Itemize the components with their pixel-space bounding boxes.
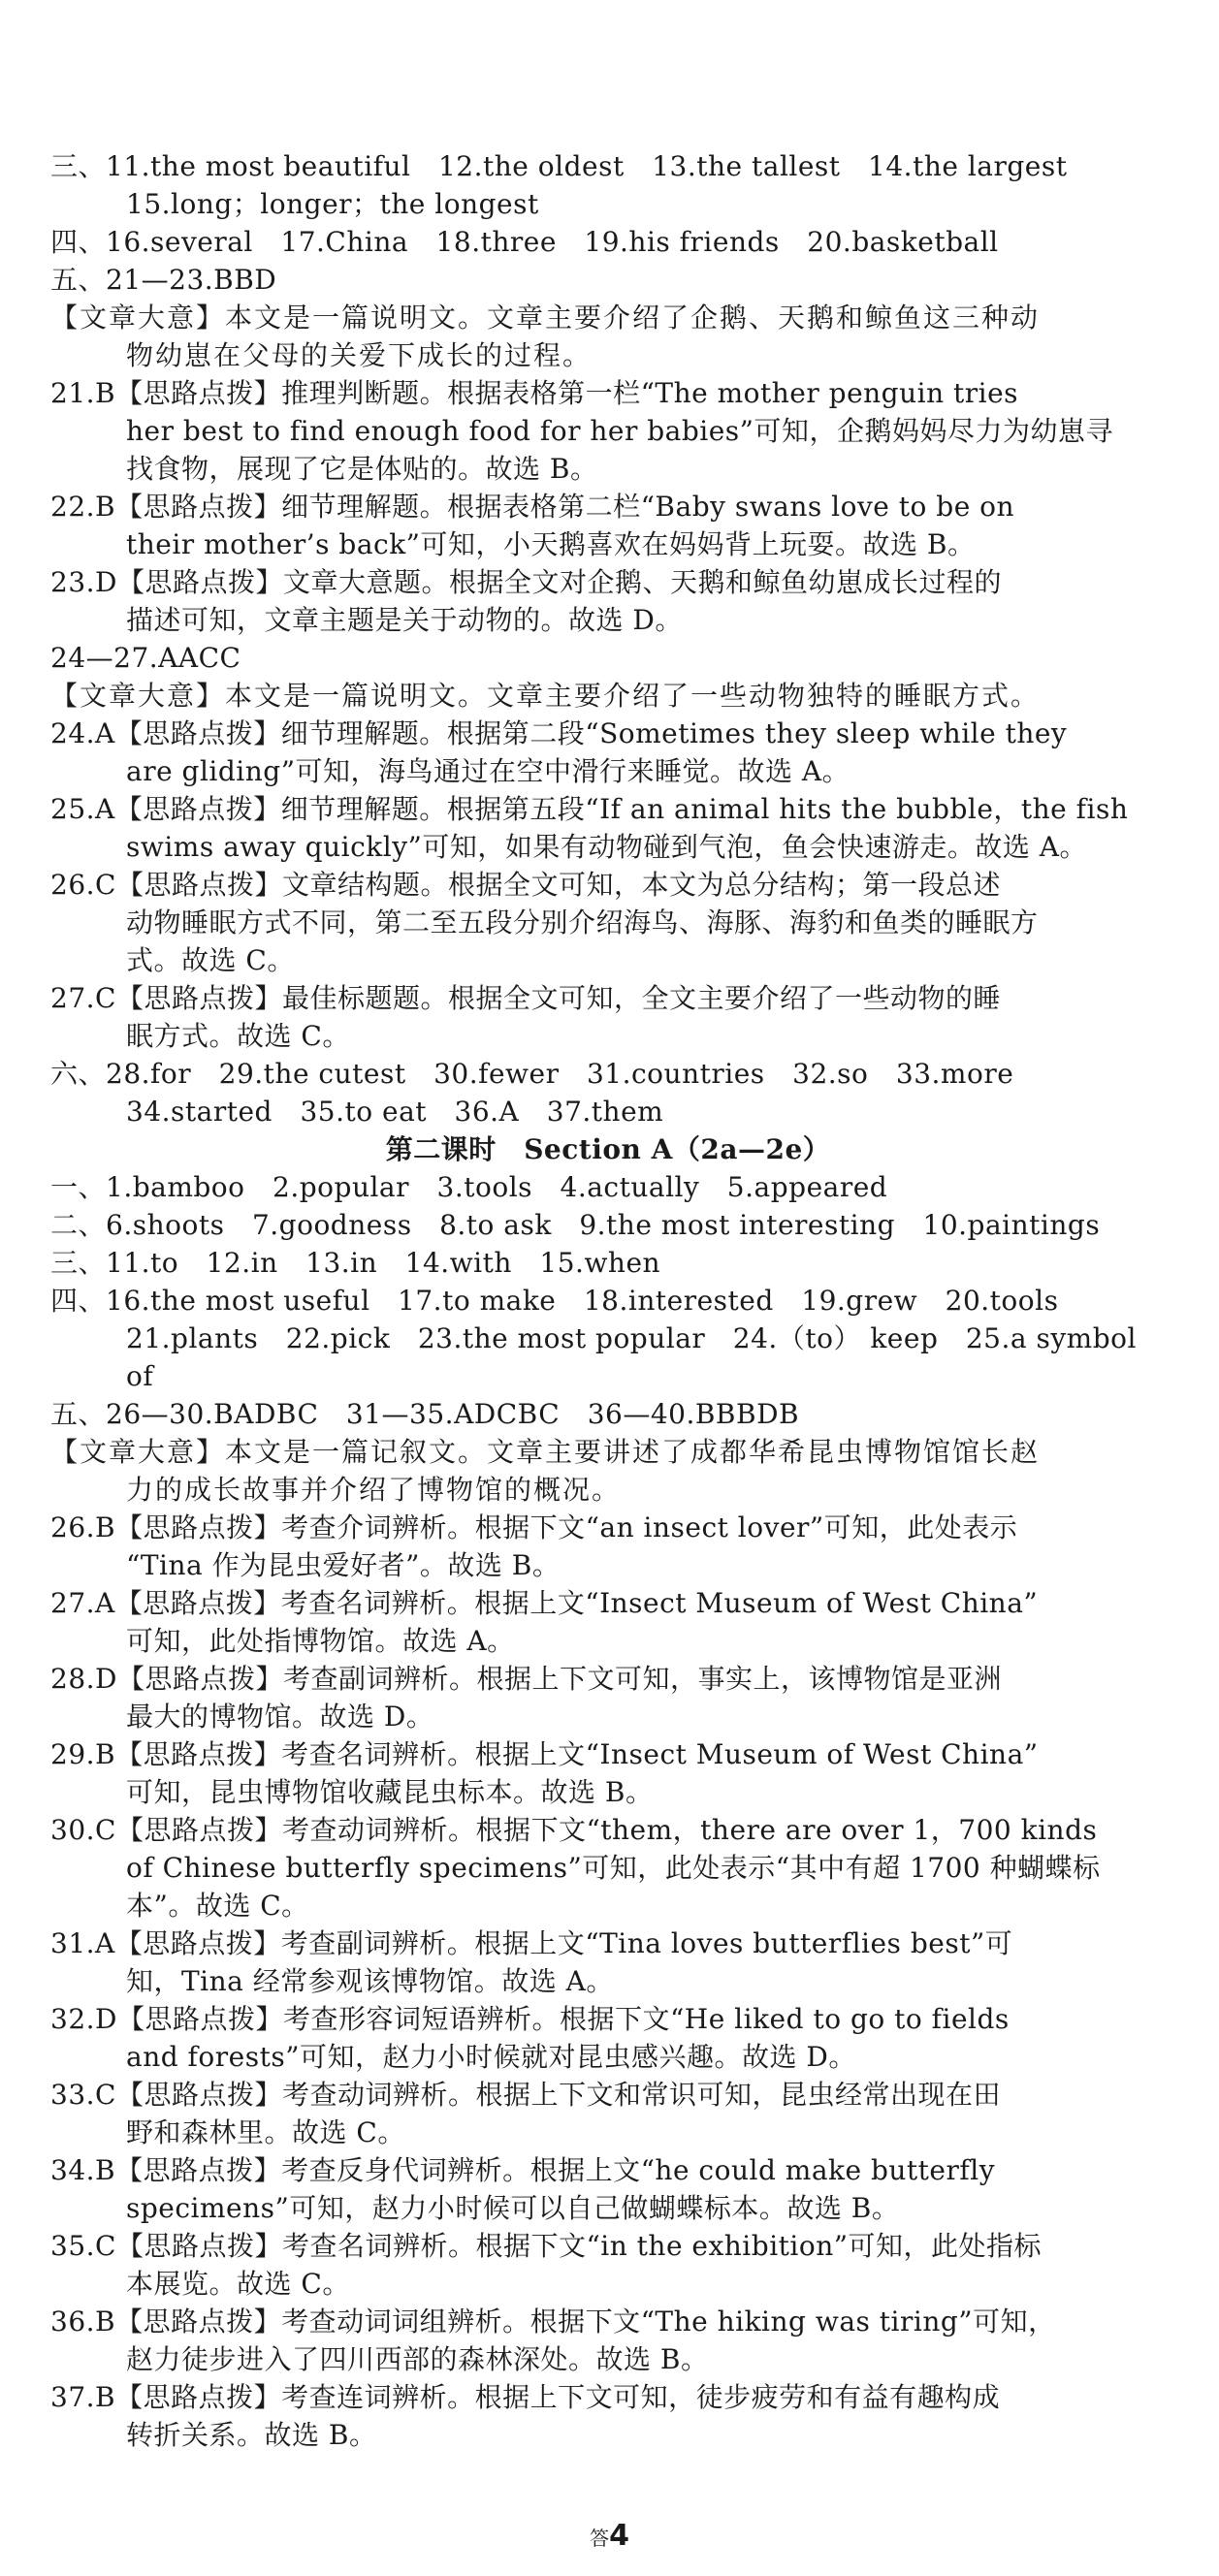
explanation-line: 23.D【思路点拨】文章大意题。根据全文对企鹅、天鹅和鲸鱼幼崽成长过程的 xyxy=(50,566,1002,598)
explanation-line: 34.B【思路点拨】考查反身代词辨析。根据上文“he could make butterfly xyxy=(50,2154,996,2186)
explanation-line: and forests”可知，赵力小时候就对昆虫感兴趣。故选 D。 xyxy=(126,2041,856,2073)
answer-line: 四、16.several 17.China 18.three 19.his friends 20.basketball xyxy=(50,226,999,258)
answer-line: 34.started 35.to eat 36.A 37.them xyxy=(126,1096,664,1128)
explanation-line: 28.D【思路点拨】考查副词辨析。根据上下文可知，事实上，该博物馆是亚洲 xyxy=(50,1663,1002,1695)
answer-line: 二、6.shoots 7.goodness 8.to ask 9.the most interesting 10.paintings xyxy=(50,1209,1101,1241)
explanation-line: 转折关系。故选 B。 xyxy=(126,2419,377,2451)
summary-line: 【文章大意】本文是一篇说明文。文章主要介绍了一些动物独特的睡眠方式。 xyxy=(50,680,1041,712)
explanation-line: 30.C【思路点拨】考查动词辨析。根据下文“them，there are over 1，700 kinds xyxy=(50,1814,1098,1846)
explanation-line: 野和森林里。故选 C。 xyxy=(126,2116,405,2148)
answer-line: 五、26—30.BADBC 31—35.ADCBC 36—40.BBBDB xyxy=(50,1398,800,1430)
explanation-line: their mother’s back”可知，小天鹅喜欢在妈妈背上玩耍。故选 B。 xyxy=(126,528,976,560)
explanation-line: 33.C【思路点拨】考查动词辨析。根据上下文和常识可知，昆虫经常出现在田 xyxy=(50,2079,1001,2111)
explanation-line: 知，Tina 经常参观该博物馆。故选 A。 xyxy=(126,1965,614,1997)
answer-line: 三、11.the most beautiful 12.the oldest 13.the tallest 14.the largest xyxy=(50,150,1068,182)
answer-line: 一、1.bamboo 2.popular 3.tools 4.actually 5.appeared xyxy=(50,1171,888,1203)
explanation-line: her best to find enough food for her babies”可知，企鹅妈妈尽力为幼崽寻 xyxy=(126,415,1113,447)
explanation-line: 35.C【思路点拨】考查名词辨析。根据下文“in the exhibition”可知，此处指标 xyxy=(50,2230,1043,2262)
explanation-line: 21.B【思路点拨】推理判断题。根据表格第一栏“The mother penguin tries xyxy=(50,377,1019,409)
answer-line: 15.long；longer；the longest xyxy=(126,188,539,220)
explanation-line: 27.C【思路点拨】最佳标题题。根据全文可知，全文主要介绍了一些动物的睡 xyxy=(50,982,1001,1014)
explanation-line: 赵力徒步进入了四川西部的森林深处。故选 B。 xyxy=(126,2343,709,2375)
answer-key-page xyxy=(50,147,1166,2454)
explanation-line: specimens”可知，赵力小时候可以自己做蝴蝶标本。故选 B。 xyxy=(126,2192,900,2224)
explanation-line: 可知，此处指博物馆。故选 A。 xyxy=(126,1625,515,1657)
explanation-line: 可知，昆虫博物馆收藏昆虫标本。故选 B。 xyxy=(126,1776,654,1808)
explanation-line: 找食物，展现了它是体贴的。故选 B。 xyxy=(126,453,598,485)
page-number: 4 xyxy=(609,2519,629,2553)
explanation-line: 32.D【思路点拨】考查形容词短语辨析。根据下文“He liked to go to fields xyxy=(50,2003,1010,2035)
explanation-line: 26.B【思路点拨】考查介词辨析。根据下文“an insect lover”可知，此处表示 xyxy=(50,1511,1018,1543)
footer-prefix: 答 xyxy=(590,2527,610,2550)
explanation-line: are gliding”可知，海鸟通过在空中滑行来睡觉。故选 A。 xyxy=(126,755,850,787)
explanation-line: 31.A【思路点拨】考查副词辨析。根据上文“Tina loves butterflies best”可 xyxy=(50,1927,1013,1959)
explanation-line: 26.C【思路点拨】文章结构题。根据全文可知，本文为总分结构；第一段总述 xyxy=(50,869,1001,901)
explanation-line: 眠方式。故选 C。 xyxy=(126,1020,350,1052)
answer-line: 三、11.to 12.in 13.in 14.with 15.when xyxy=(50,1247,661,1279)
page-footer xyxy=(0,2519,1219,2553)
explanation-line: of Chinese butterfly specimens”可知，此处表示“其中有超 1700 种蝴蝶标 xyxy=(126,1852,1101,1884)
explanation-line: swims away quickly”可知，如果有动物碰到气泡，鱼会快速游走。故选 A。 xyxy=(126,831,1087,863)
explanation-line: 本展览。故选 C。 xyxy=(126,2268,350,2300)
explanation-line: 本”。故选 C。 xyxy=(126,1890,309,1922)
summary-line: 【文章大意】本文是一篇记叙文。文章主要讲述了成都华希昆虫博物馆馆长赵 xyxy=(50,1436,1041,1468)
answer-line: 21.plants 22.pick 23.the most popular 24.（to） keep 25.a symbol of xyxy=(126,1322,1146,1392)
explanation-line: 最大的博物馆。故选 D。 xyxy=(126,1701,434,1733)
explanation-line: “Tina 作为昆虫爱好者”。故选 B。 xyxy=(126,1549,561,1581)
answer-line: 四、16.the most useful 17.to make 18.interested 19.grew 20.tools xyxy=(50,1285,1059,1317)
answer-line: 五、21—23.BBD xyxy=(50,264,277,296)
answer-line: 24—27.AACC xyxy=(50,642,241,674)
explanation-line: 36.B【思路点拨】考查动词词组辨析。根据下文“The hiking was tiring”可知， xyxy=(50,2306,1056,2337)
explanation-line: 25.A【思路点拨】细节理解题。根据第五段“If an animal hits the bubble，the fish xyxy=(50,793,1129,825)
explanation-line: 29.B【思路点拨】考查名词辨析。根据上文“Insect Museum of West China” xyxy=(50,1738,1039,1770)
explanation-line: 22.B【思路点拨】细节理解题。根据表格第二栏“Baby swans love to be on xyxy=(50,491,1015,523)
explanation-line: 动物睡眠方式不同，第二至五段分别介绍海鸟、海豚、海豹和鱼类的睡眠方 xyxy=(126,906,1039,938)
explanation-line: 37.B【思路点拨】考查连词辨析。根据上下文可知，徒步疲劳和有益有趣构成 xyxy=(50,2381,1001,2413)
explanation-line: 24.A【思路点拨】细节理解题。根据第二段“Sometimes they sleep while they xyxy=(50,717,1068,749)
summary-line: 力的成长故事并介绍了博物馆的概况。 xyxy=(126,1474,622,1506)
explanation-line: 式。故选 C。 xyxy=(126,944,295,976)
summary-line: 【文章大意】本文是一篇说明文。文章主要介绍了企鹅、天鹅和鲸鱼这三种动 xyxy=(50,302,1041,334)
answer-line: 六、28.for 29.the cutest 30.fewer 31.countries 32.so 33.more xyxy=(50,1058,1014,1090)
summary-line: 物幼崽在父母的关爱下成长的过程。 xyxy=(126,339,593,371)
explanation-line: 27.A【思路点拨】考查名词辨析。根据上文“Insect Museum of West China” xyxy=(50,1587,1039,1619)
section-heading: 第二课时 Section A（2a—2e） xyxy=(385,1133,831,1165)
explanation-line: 描述可知，文章主题是关于动物的。故选 D。 xyxy=(126,604,683,636)
